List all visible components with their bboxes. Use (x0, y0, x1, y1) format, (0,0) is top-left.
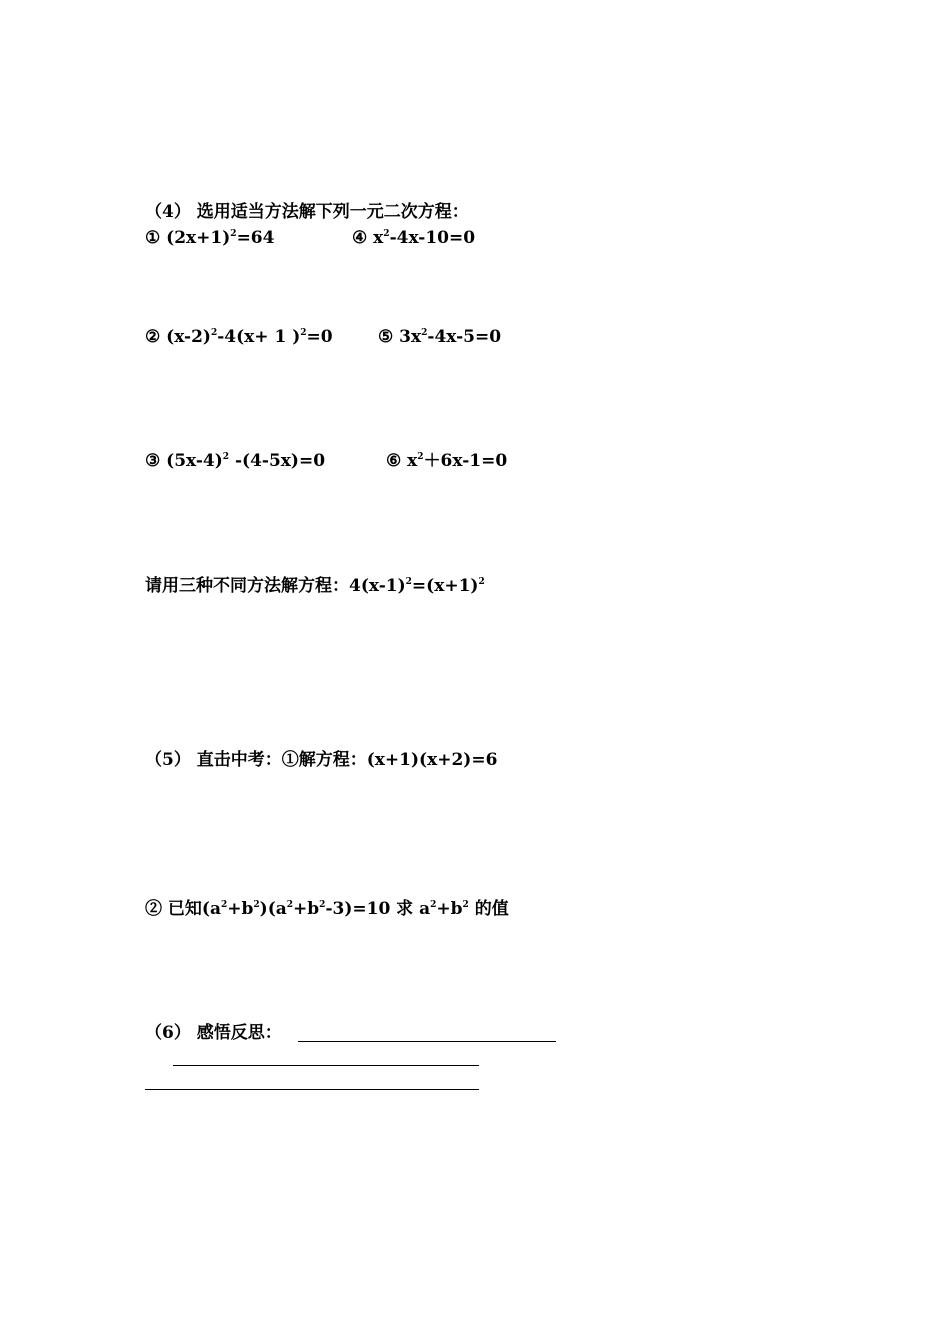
equation-5: ⑤ $3x^2-4x-5=0$ (378, 327, 502, 347)
reflection-answer-line-2[interactable] (173, 1065, 479, 1066)
reflection-answer-line-1[interactable] (298, 1041, 556, 1042)
three-methods-problem: 请用三种不同方法解方程：$4(x-1)^2=(x+1)^2$ (145, 576, 485, 596)
equation-4: ④ $x^2-4x-10=0$ (352, 228, 476, 248)
equation-1: ① $(2x+1)^2=64$ (145, 228, 275, 248)
section4-heading: （4） 选用适当方法解下列一元二次方程： (145, 202, 469, 222)
section5-question-2: ② 已知$(a^2+b^2)(a^2+b^2-3)=10$ 求 $a^2+b^2$ 的值 (145, 899, 509, 919)
equation-2: ② $(x-2)^2-4(x+ 1$ )$^2$=0 (145, 327, 333, 347)
section5-heading: （5） 直击中考：①解方程：(x+1)(x+2)=6 (145, 750, 498, 770)
reflection-answer-line-3[interactable] (145, 1089, 479, 1090)
section6-heading: （6） 感悟反思： (145, 1023, 282, 1043)
equation-3: ③ $(5x-4)^2$ -(4-5x)=0 (145, 451, 326, 471)
equation-6: ⑥ $x^2+6x-1=0$ (386, 451, 508, 471)
